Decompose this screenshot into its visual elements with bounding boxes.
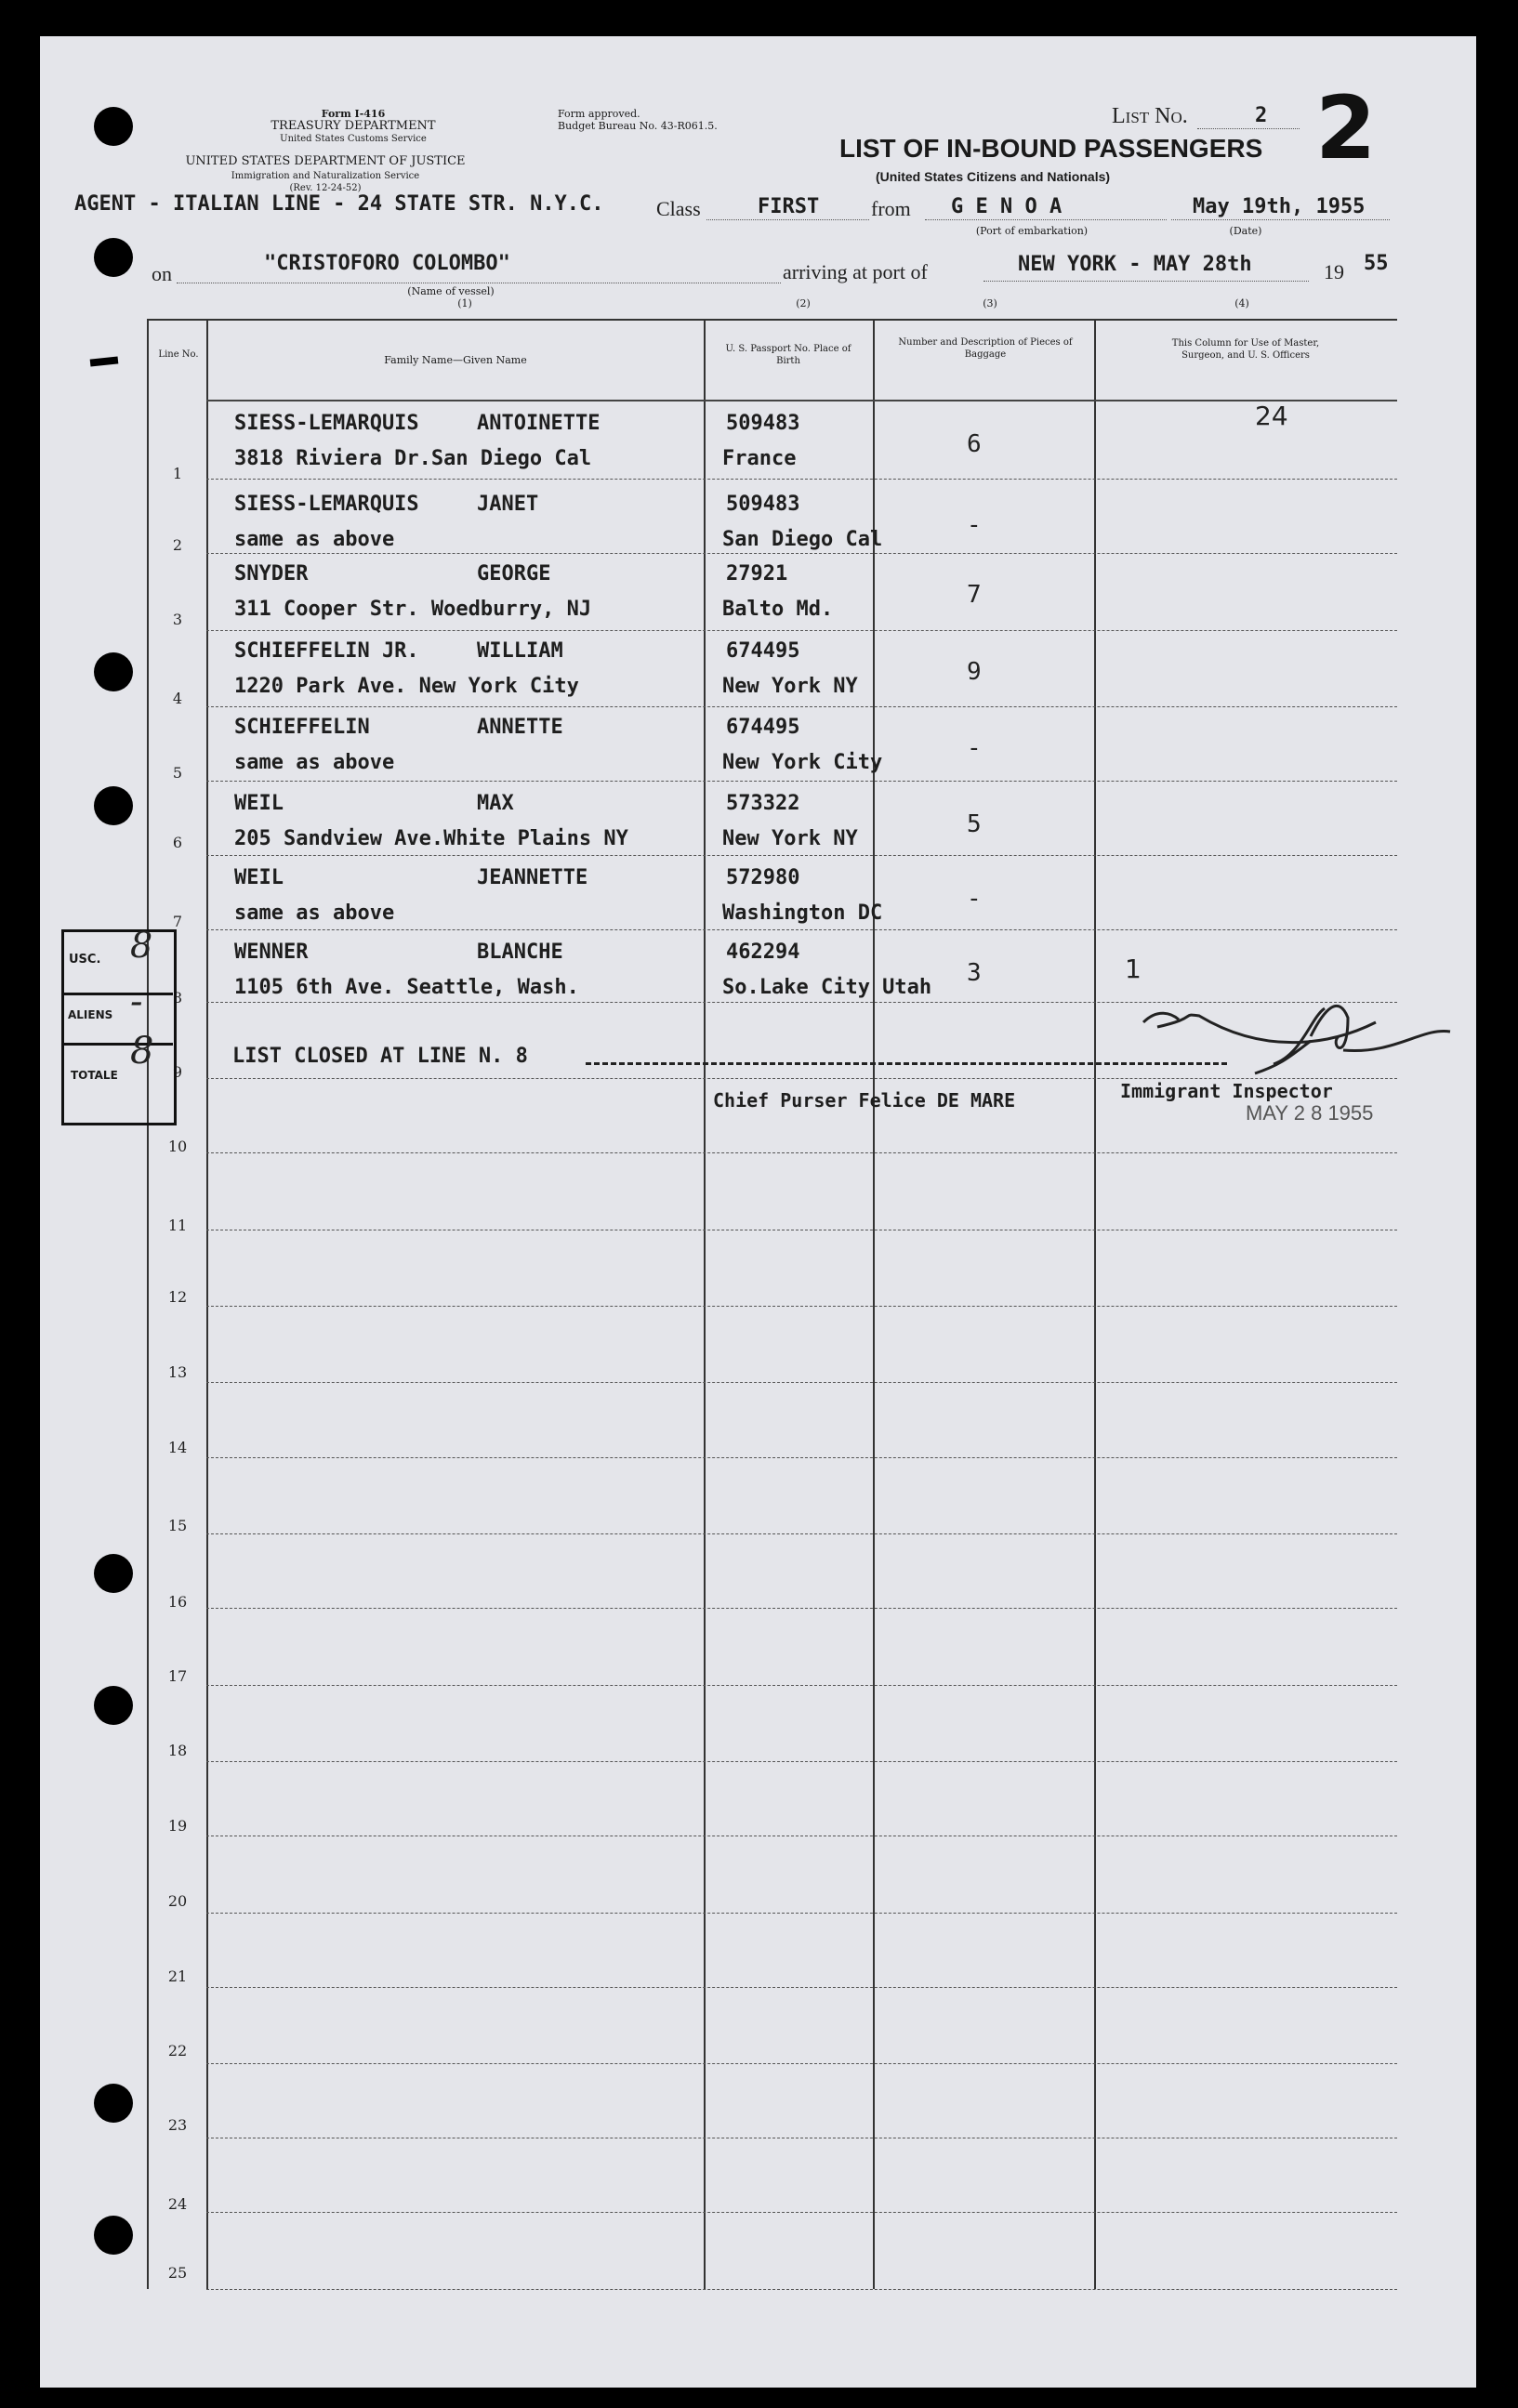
class-value: FIRST	[758, 195, 820, 218]
officer-note: 24	[1255, 401, 1288, 431]
baggage-count: -	[967, 511, 982, 539]
line-number: 9	[172, 1063, 183, 1081]
place-of-birth: France	[722, 447, 797, 470]
usc-count: 8	[130, 925, 153, 966]
treasury-dept: TREASURY DEPARTMENT	[271, 119, 436, 133]
from-label: from	[871, 197, 911, 220]
punch-hole	[94, 786, 133, 825]
baggage-count: 5	[967, 810, 982, 838]
place-of-birth: New York NY	[722, 675, 858, 698]
address: 1105 6th Ave. Seattle, Wash.	[234, 976, 579, 999]
tally-divider	[61, 1043, 173, 1046]
punch-hole	[94, 1554, 133, 1593]
row-rule	[206, 2063, 1397, 2064]
row-rule	[206, 553, 1397, 554]
total-label: TOTALE	[71, 1069, 118, 1082]
line-number: 11	[167, 1217, 188, 1234]
baggage-count: 7	[967, 581, 982, 609]
list-no-underline	[1197, 128, 1300, 129]
address: 3818 Riviera Dr.San Diego Cal	[234, 447, 592, 470]
row-rule	[206, 2289, 1397, 2290]
line-number: 5	[172, 764, 183, 782]
table-top-line	[147, 319, 1397, 321]
baggage-count: -	[967, 885, 982, 913]
punch-hole	[94, 107, 133, 146]
row-rule	[206, 1608, 1397, 1609]
port-of-embarkation: G E N O A	[951, 195, 1063, 218]
line-number: 6	[172, 834, 183, 851]
date-underline	[1171, 219, 1390, 220]
punch-hole	[94, 2084, 133, 2123]
given-name: JEANNETTE	[477, 866, 588, 889]
baggage-count: 6	[967, 430, 982, 458]
col4-caption: (4)	[1234, 297, 1249, 309]
date-caption: (Date)	[1229, 225, 1262, 237]
total-count: 8	[130, 1030, 154, 1072]
passport-number: 509483	[726, 412, 800, 435]
usc-label: USC.	[69, 953, 101, 967]
row-rule	[206, 1152, 1397, 1153]
passport-number: 674495	[726, 716, 800, 739]
on-label: on	[152, 262, 172, 285]
address: 1220 Park Ave. New York City	[234, 675, 579, 698]
customs-service: United States Customs Service	[280, 134, 427, 144]
departure-date: May 19th, 1955	[1193, 195, 1366, 218]
col1-caption: (1)	[457, 297, 472, 309]
given-name: GEORGE	[477, 562, 551, 586]
vessel-caption: (Name of vessel)	[407, 285, 495, 297]
given-name: BLANCHE	[477, 941, 563, 964]
port-caption: (Port of embarkation)	[975, 225, 1089, 237]
line-number: 22	[167, 2042, 188, 2059]
row-rule	[206, 929, 1397, 930]
given-name: ANNETTE	[477, 716, 563, 739]
aliens-count: -	[130, 980, 143, 1023]
inspector-title: Immigrant Inspector	[1120, 1080, 1333, 1102]
list-closed-note: LIST CLOSED AT LINE N. 8	[232, 1045, 528, 1068]
row-rule	[206, 855, 1397, 856]
budget-bureau: Budget Bureau No. 43-R061.5.	[558, 120, 718, 132]
vessel-name: "CRISTOFORO COLOMBO"	[264, 252, 510, 275]
line-number: 14	[167, 1439, 188, 1456]
col-divider-line	[206, 319, 208, 2289]
line-number: 12	[167, 1288, 188, 1306]
form-number: Form I-416	[321, 108, 386, 120]
tally-divider	[61, 993, 173, 995]
justice-dept: UNITED STATES DEPARTMENT OF JUSTICE	[185, 154, 466, 168]
row-rule	[206, 479, 1397, 480]
arrival-port-date: NEW YORK - MAY 28th	[1018, 253, 1252, 276]
baggage-count: 3	[967, 959, 982, 987]
aliens-label: ALIENS	[68, 1008, 113, 1021]
col-header-name: Family Name—Given Name	[384, 354, 527, 366]
agent: AGENT - ITALIAN LINE - 24 STATE STR. N.Y.C.	[74, 192, 604, 216]
baggage-count: -	[967, 734, 982, 762]
punch-hole	[94, 2216, 133, 2255]
row-rule	[206, 2212, 1397, 2213]
col-header-passport: U. S. Passport No. Place of Birth	[725, 344, 851, 366]
address: 311 Cooper Str. Woedburry, NJ	[234, 598, 592, 621]
passport-number: 674495	[726, 639, 800, 663]
place-of-birth: San Diego Cal	[722, 528, 883, 551]
row-rule	[206, 781, 1397, 782]
place-of-birth: New York NY	[722, 827, 858, 850]
col-header-line: Line No.	[158, 349, 199, 360]
line-number: 23	[167, 2116, 188, 2134]
row-rule	[206, 1761, 1397, 1762]
passport-number: 27921	[726, 562, 788, 586]
given-name: WILLIAM	[477, 639, 563, 663]
line-number: 2	[172, 536, 183, 554]
line-number: 7	[172, 913, 183, 930]
chief-purser: Chief Purser Felice DE MARE	[713, 1089, 1016, 1112]
line-number: 8	[172, 989, 183, 1007]
row-rule	[206, 1913, 1397, 1914]
row-rule	[206, 706, 1397, 707]
col-header-officers: This Column for Use of Master, Surgeon, and U. S. Officers	[1171, 338, 1320, 361]
family-name: SNYDER	[234, 562, 309, 586]
port-underline	[925, 219, 1167, 220]
col-divider-officers	[1094, 319, 1096, 2289]
passport-number: 573322	[726, 792, 800, 815]
line-number: 17	[167, 1667, 188, 1685]
given-name: MAX	[477, 792, 514, 815]
line-number: 15	[167, 1517, 188, 1534]
big-page-number: 2	[1315, 78, 1377, 179]
form-approved: Form approved.	[558, 108, 640, 120]
form-title: LIST OF IN-BOUND PASSENGERS	[839, 134, 1263, 163]
passport-number: 572980	[726, 866, 800, 889]
line-number: 3	[172, 611, 183, 628]
punch-hole	[94, 652, 133, 691]
year-prefix: 19	[1324, 260, 1344, 283]
family-name: SCHIEFFELIN	[234, 716, 370, 739]
family-name: WEIL	[234, 792, 284, 815]
place-of-birth: Washington DC	[722, 901, 883, 925]
row-rule	[206, 1382, 1397, 1383]
family-name: SIESS-LEMARQUIS	[234, 412, 419, 435]
officer-note: 1	[1125, 954, 1142, 984]
arrival-underline	[983, 281, 1309, 282]
place-of-birth: Balto Md.	[722, 598, 834, 621]
class-label: Class	[656, 197, 701, 220]
address: same as above	[234, 528, 395, 551]
family-name: SIESS-LEMARQUIS	[234, 493, 419, 516]
line-number: 24	[167, 2195, 188, 2213]
passport-number: 509483	[726, 493, 800, 516]
line-number: 4	[172, 690, 183, 707]
col2-caption: (2)	[796, 297, 811, 309]
list-no-value: 2	[1255, 104, 1268, 127]
year-suffix: 55	[1364, 252, 1389, 275]
address: 205 Sandview Ave.White Plains NY	[234, 827, 628, 850]
line-number: 13	[167, 1363, 188, 1381]
col3-caption: (3)	[983, 297, 997, 309]
revision-date: (Rev. 12-24-52)	[289, 183, 362, 193]
class-underline	[706, 219, 869, 220]
inspection-stamp-date: MAY 2 8 1955	[1246, 1101, 1374, 1125]
place-of-birth: So.Lake City Utah	[722, 976, 932, 999]
line-number: 20	[167, 1892, 188, 1910]
family-name: WENNER	[234, 941, 309, 964]
punch-hole	[94, 1686, 133, 1725]
line-number: 25	[167, 2264, 188, 2282]
row-rule	[206, 630, 1397, 631]
line-number: 1	[172, 465, 183, 482]
form-subtitle: (United States Citizens and Nationals)	[876, 169, 1111, 184]
row-rule	[206, 1306, 1397, 1307]
line-number: 10	[167, 1138, 188, 1155]
address: same as above	[234, 901, 395, 925]
col-header-baggage: Number and Description of Pieces of Baggage	[898, 337, 1073, 360]
line-number: 18	[167, 1742, 188, 1759]
row-rule	[206, 1533, 1397, 1534]
punch-hole	[94, 238, 133, 277]
place-of-birth: New York City	[722, 751, 883, 774]
list-no-label: List No.	[1112, 104, 1188, 128]
address: same as above	[234, 751, 395, 774]
inspector-signature	[1069, 990, 1459, 1101]
baggage-count: 9	[967, 658, 982, 686]
table-left-border	[147, 319, 149, 2289]
row-rule	[206, 1457, 1397, 1458]
given-name: JANET	[477, 493, 539, 516]
line-number: 21	[167, 1967, 188, 1985]
header-bottom-line	[206, 400, 1397, 401]
given-name: ANTOINETTE	[477, 412, 601, 435]
line-number: 19	[167, 1817, 188, 1835]
arriving-label: arriving at port of	[783, 260, 928, 283]
row-rule	[206, 1987, 1397, 1988]
ins-service: Immigration and Naturalization Service	[231, 171, 420, 181]
family-name: WEIL	[234, 866, 284, 889]
row-rule	[206, 1685, 1397, 1686]
col-divider-baggage	[873, 319, 875, 2289]
passport-number: 462294	[726, 941, 800, 964]
family-name: SCHIEFFELIN JR.	[234, 639, 419, 663]
line-number: 16	[167, 1593, 188, 1611]
col-divider-passport	[704, 319, 706, 2289]
